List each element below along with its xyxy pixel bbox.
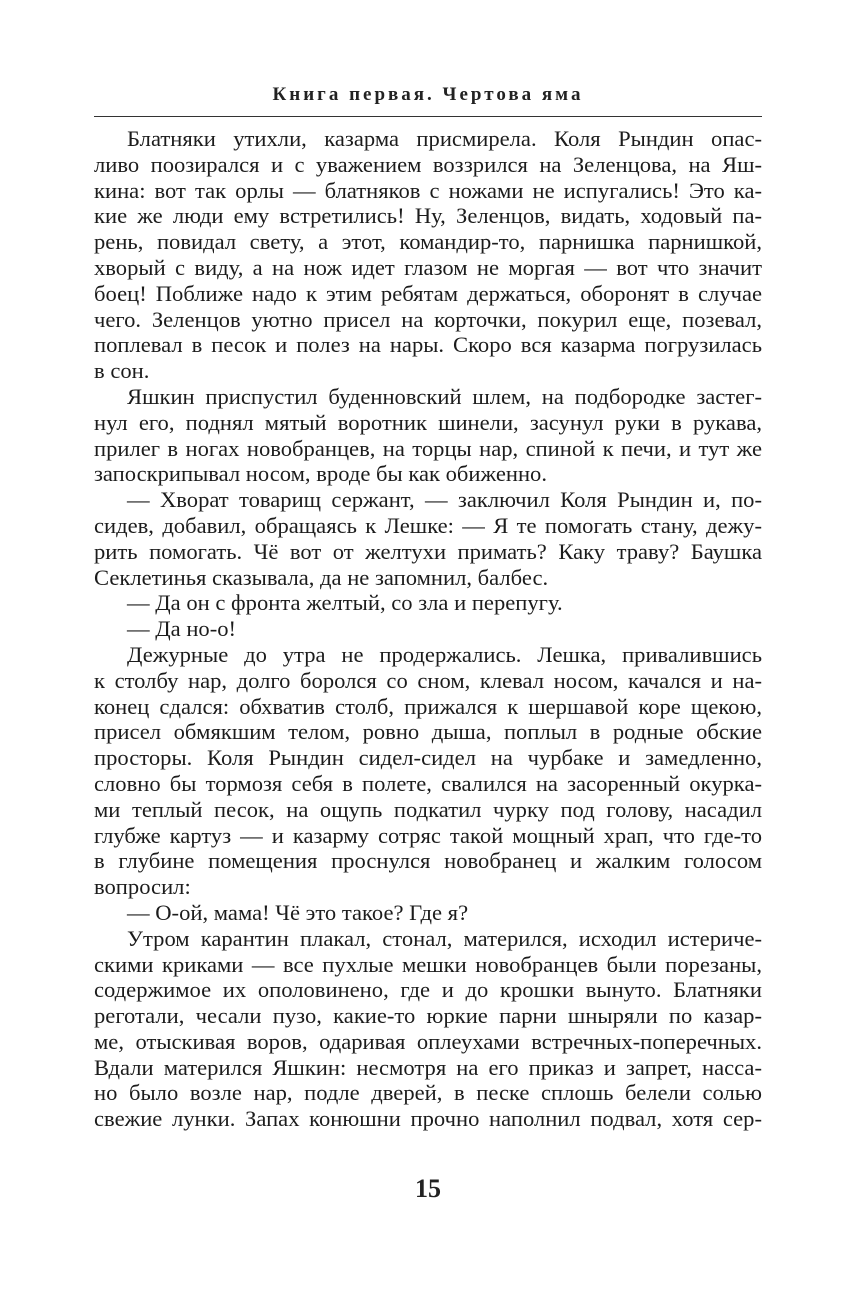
text-line: к столбу нар, долго боролся со сном, клевал носом, качался и на- — [94, 667, 762, 693]
text-line: ме, отыскивая воров, одаривая оплеухами встречных-поперечных. — [94, 1028, 762, 1054]
text-line: кина: вот так орлы — блатняков с ножами не испугались! Это ка- — [94, 177, 762, 203]
text-line: — Хворат товарищ сержант, — заключил Коля Рындин и, по- — [127, 487, 762, 513]
text-line: ливо поозирался и с уважением воззрился на Зеленцова, на Яш- — [94, 151, 762, 177]
text-line: рень, повидал свету, а этот, командир-то, парнишка парнишкой, — [94, 229, 762, 255]
text-line: Утром карантин плакал, стонал, матерился, исходил истериче- — [127, 925, 762, 951]
text-line: хворый с виду, а на нож идет глазом не моргая — вот что значит — [94, 254, 762, 280]
text-line: нул его, поднял мятый воротник шинели, засунул руки в рукава, — [94, 409, 762, 435]
text-line: свежие лунки. Запах конюшни прочно наполнил подвал, хотя сер- — [94, 1106, 762, 1132]
page-number: 15 — [415, 1174, 441, 1203]
text-line: в глубине помещения проснулся новобранец и жалким голосом — [94, 848, 762, 874]
text-line: сидев, добавил, обращаясь к Лешке: — Я те помогать стану, дежу- — [94, 512, 762, 538]
text-line: — Да но-о! — [127, 616, 237, 642]
text-line: словно бы тормозя себя в полете, свалился на засоренный окурка- — [94, 770, 762, 796]
text-line: конец сдался: обхватив столб, прижался к шершавой коре щекою, — [94, 693, 762, 719]
text-line: запоскрипывал носом, вроде бы как обиженно. — [94, 461, 547, 487]
text-line: — О-ой, мама! Чё это такое? Где я? — [127, 899, 469, 925]
text-line: скими криками — все пухлые мешки новобранцев были порезаны, — [94, 951, 762, 977]
text-line: поплевал в песок и полез на нары. Скоро вся казарма погрузилась — [94, 332, 762, 358]
text-line: просторы. Коля Рындин сидел-сидел на чурбаке и замедленно, — [94, 745, 762, 771]
text-line: Секлетинья сказывала, да не запомнил, балбес. — [94, 564, 549, 590]
text-line: рить помогать. Чё вот от желтухи примать? Каку траву? Баушка — [94, 538, 762, 564]
text-line: присел обмякшим телом, ровно дыша, поплыл в родные обские — [94, 719, 762, 745]
text-line: но было возле нар, подле дверей, в песке сплошь белели солью — [94, 1080, 762, 1106]
text-line: глубже картуз — и казарму сотряс такой мощный храп, что где-то — [94, 822, 762, 848]
text-line: чего. Зеленцов уютно присел на корточки, покурил еще, позевал, — [94, 306, 762, 332]
text-line: Вдали матерился Яшкин: несмотря на его приказ и запрет, насса- — [94, 1054, 762, 1080]
body-text — [94, 126, 762, 1132]
text-line: ми теплый песок, на ощупь подкатил чурку под голову, насадил — [94, 796, 762, 822]
text-line: Яшкин приспустил буденновский шлем, на подбородке застег- — [127, 383, 762, 409]
text-line: реготали, чесали пузо, какие-то юркие парни шныряли по казар- — [94, 1003, 762, 1029]
text-line: прилег в ногах новобранцев, на торцы нар, спиной к печи, и тут же — [94, 435, 762, 461]
text-line: — Да он с фронта желтый, со зла и перепугу. — [127, 590, 563, 616]
text-line: содержимое их ополовинено, где и до крошки вынуто. Блатняки — [94, 977, 762, 1003]
text-line: Блатняки утихли, казарма присмирела. Коля Рындин опас- — [127, 126, 762, 151]
running-header: Книга первая. Чертова яма — [272, 84, 584, 105]
text-line: вопросил: — [94, 874, 191, 900]
text-line: боец! Поближе надо к этим ребятам держаться, оборонят в случае — [94, 280, 762, 306]
text-line: Дежурные до утра не продержались. Лешка, привалившись — [127, 641, 762, 667]
text-line: в сон. — [94, 358, 150, 384]
header-rule — [94, 116, 762, 117]
text-line: кие же люди ему встретились! Ну, Зеленцов, видать, ходовый па- — [94, 203, 762, 229]
